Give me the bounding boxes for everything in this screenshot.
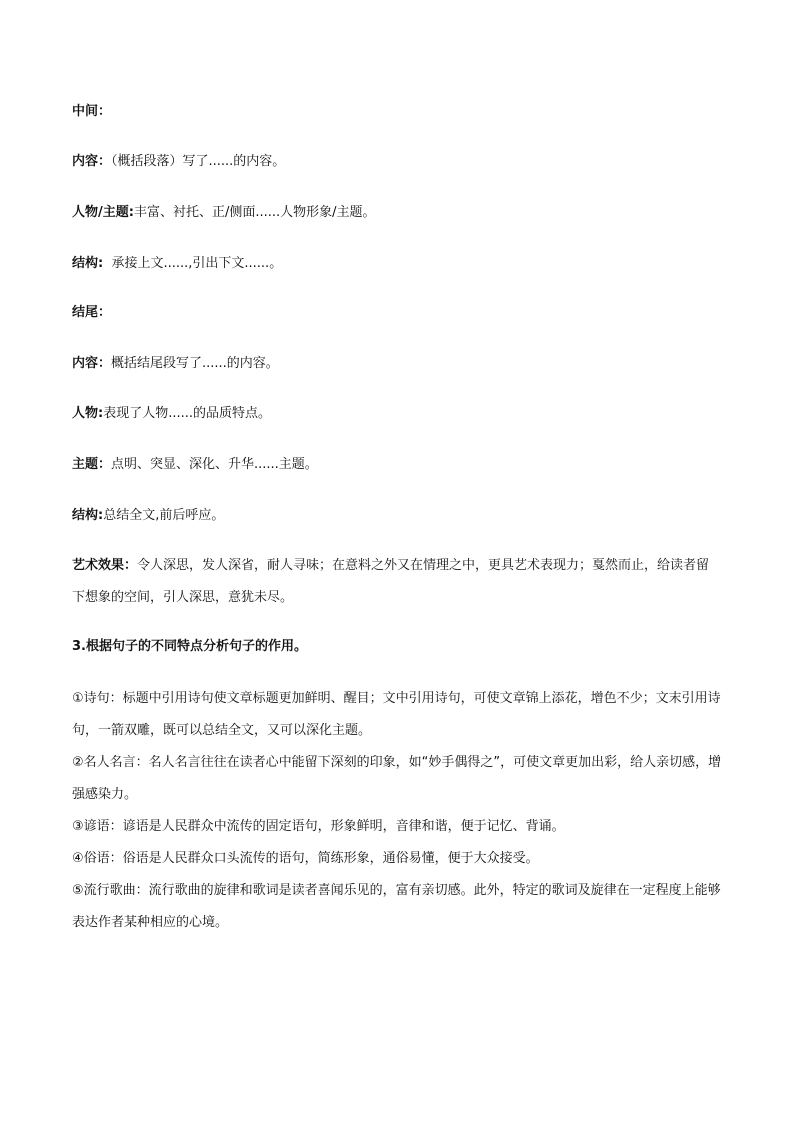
middle-heading: 中间： — [72, 104, 112, 119]
ending-art-text: 令人深思，发人深省，耐人寻味；在意料之外又在情理之中，更具艺术表现力；戛然而止，给读者留下想象的空间，引人深思，意犹未尽。 — [72, 558, 710, 605]
ending-theme-text: 点明、突显、深化、升华......主题。 — [111, 457, 318, 472]
list-item-quotes: ②名人名言：名人名言往往在读者心中能留下深刻的印象，如“妙手偶得之”，可使文章更加出彩，给人亲切感，增强感染力。 — [72, 755, 722, 802]
middle-content-line — [72, 152, 722, 172]
ending-structure-line — [72, 506, 722, 526]
ending-heading: 结尾： — [72, 305, 112, 320]
middle-structure-label: 结构: — [72, 256, 104, 271]
middle-structure-line — [72, 254, 722, 274]
middle-content-label: 内容： — [72, 154, 112, 169]
list-item-songs: ⑤流行歌曲：流行歌曲的旋律和歌词是读者喜闻乐见的，富有亲切感。此外，特定的歌词及旋律在一定程度上能够表达作者某种相应的心境。 — [72, 883, 721, 930]
list-item-poetry: ①诗句：标题中引用诗句使文章标题更加鲜明、醒目；文中引用诗句，可使文章锦上添花，增色不少；文末引用诗句，一箭双雕，既可以总结全文，又可以深化主题。 — [72, 691, 721, 738]
ending-structure-label: 结构: — [72, 508, 104, 523]
ending-structure-text: 总结全文,前后呼应。 — [103, 508, 225, 523]
ending-theme-line — [72, 455, 722, 475]
section3-list — [72, 683, 722, 939]
ending-content-line — [72, 354, 722, 374]
list-item-proverbs: ③谚语：谚语是人民群众中流传的固定语句，形象鲜明，音律和谐，便于记忆、背诵。 — [72, 819, 565, 834]
ending-character-line — [72, 404, 722, 424]
middle-character-label: 人物/主题: — [72, 205, 134, 220]
list-item-sayings: ④俗语：俗语是人民群众口头流传的语句，简练形象，通俗易懂，便于大众接受。 — [72, 851, 539, 866]
section3-heading: 3.根据句子的不同特点分析句子的作用。 — [72, 639, 307, 654]
ending-content-text: 概括结尾段写了......的内容。 — [111, 356, 279, 371]
middle-content-text: （概括段落）写了......的内容。 — [111, 154, 286, 169]
ending-character-label: 人物: — [72, 406, 104, 421]
ending-character-text: 表现了人物......的品质特点。 — [103, 406, 271, 421]
ending-content-label: 内容： — [72, 356, 112, 371]
middle-structure-text: 承接上文......,引出下文......。 — [103, 256, 283, 271]
middle-character-line — [72, 203, 722, 223]
middle-character-text: 丰富、衬托、正/侧面......人物形象/主题。 — [133, 205, 376, 220]
ending-theme-label: 主题： — [72, 457, 112, 472]
ending-art-paragraph — [72, 550, 722, 614]
ending-art-label: 艺术效果： — [72, 558, 138, 573]
